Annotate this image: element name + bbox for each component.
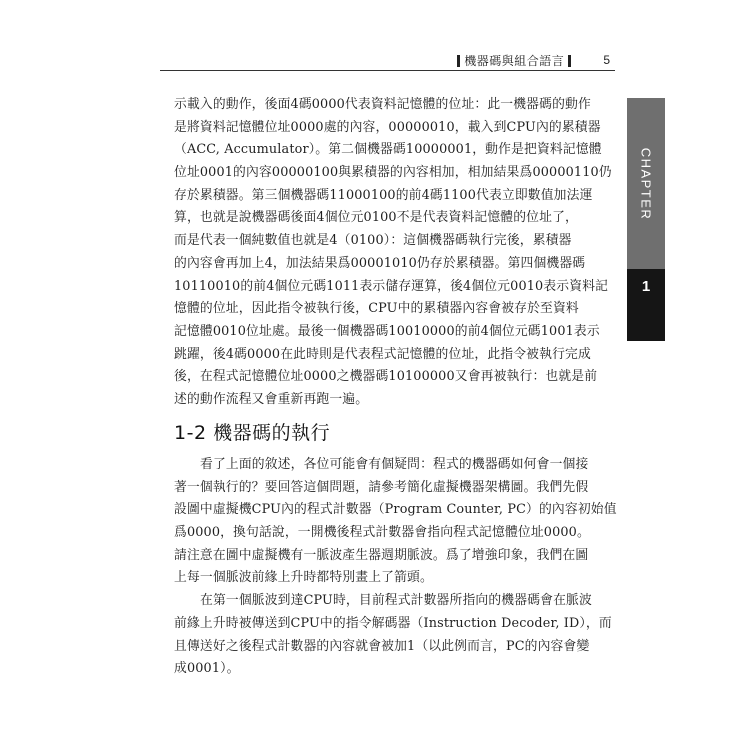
running-header-title — [453, 52, 575, 69]
header-bar-right — [568, 55, 571, 67]
chapter-number: 1 — [641, 278, 651, 295]
text-line: 記憶體0010位址處。最後一個機器碼10010000的前4個位元碼1001表示 — [174, 323, 600, 339]
text-line: 在第一個脈波到達CPU時，目前程式計數器所指向的機器碼會在脈波 — [200, 593, 592, 609]
text-line: 述的動作流程又會重新再跑一遍。 — [174, 391, 369, 407]
text-line: 示載入的動作，後面4碼0000代表資料記憶體的位址：此一機器碼的動作 — [174, 97, 591, 112]
chapter-tab-label-block — [627, 98, 665, 269]
text-line: 設圖中虛擬機CPU內的程式計數器（Program Counter, PC）的內容初始值 — [174, 502, 617, 518]
text-line: 成0001）。 — [174, 661, 240, 677]
chapter-label: CHAPTER — [638, 147, 654, 221]
text-line: 後，在程式記憶體位址0000之機器碼10100000又會再被執行：也就是前 — [174, 369, 598, 385]
text-line: （ACC, Accumulator）。第二個機器碼10000001，動作是把資料記憶體 — [174, 142, 602, 158]
text-line: 算，也就是說機器碼後面4個位元0100不是代表資料記憶體的位址了， — [174, 210, 578, 226]
paragraph-2 — [174, 454, 617, 590]
text-line: 且傳送好之後程式計數器的內容就會被加1（以此例而言，PC的內容會變 — [174, 638, 590, 654]
chapter-tab — [627, 98, 665, 341]
header-bar-left — [457, 55, 460, 67]
text-line: 憶體的位址，因此指令被執行後，CPU中的累積器內容會被存於至資料 — [174, 301, 579, 317]
text-line: 上每一個脈波前緣上升時都特別畫上了箭頭。 — [174, 570, 433, 586]
text-line: 10110010的前4個位元碼1011表示儲存運算，後4個位元0010表示資料記 — [174, 278, 609, 294]
section-heading: 1-2 機器碼的執行 — [174, 422, 331, 444]
text-line: 而是代表一個純數值也就是4（0100）：這個機器碼執行完後，累積器 — [174, 233, 572, 249]
text-line: 看了上面的敘述，各位可能會有個疑問：程式的機器碼如何會一個接 — [200, 457, 589, 472]
header-title-text: 機器碼與組合語言 — [464, 53, 565, 68]
text-line: 爲0000，換句話說，一開機後程式計數器會指向程式記憶體位址0000。 — [174, 525, 590, 541]
section-body — [174, 454, 617, 681]
text-line: 跳躍，後4碼0000在此時則是代表程式記憶體的位址，此指令被執行完成 — [174, 346, 591, 362]
text-line: 位址0001的內容00000100與累積器的內容相加，相加結果爲00000110仍 — [174, 165, 612, 181]
text-line: 前緣上升時被傳送到CPU中的指令解碼器（Instruction Decoder, ID），而 — [174, 615, 612, 631]
page-number: 5 — [603, 53, 610, 67]
text-line: 存於累積器。第三個機器碼11000100的前4碼1100代表立即數值加法運 — [174, 187, 593, 203]
text-line: 的內容會再加上4，加法結果爲00001010仍存於累積器。第四個機器碼 — [174, 255, 586, 271]
running-header — [160, 50, 610, 70]
paragraph-1 — [174, 94, 612, 412]
header-divider — [160, 70, 615, 71]
text-line: 是將資料記憶體位址0000處的內容，00000010，載入到CPU內的累積器 — [174, 119, 601, 135]
text-line: 著一個執行的？要回答這個問題，請參考簡化虛擬機器架構圖。我們先假 — [174, 479, 589, 495]
text-line: 請注意在圖中虛擬機有一脈波產生器週期脈波。爲了增強印象，我們在圖 — [174, 547, 589, 563]
paragraph-3 — [174, 590, 612, 681]
